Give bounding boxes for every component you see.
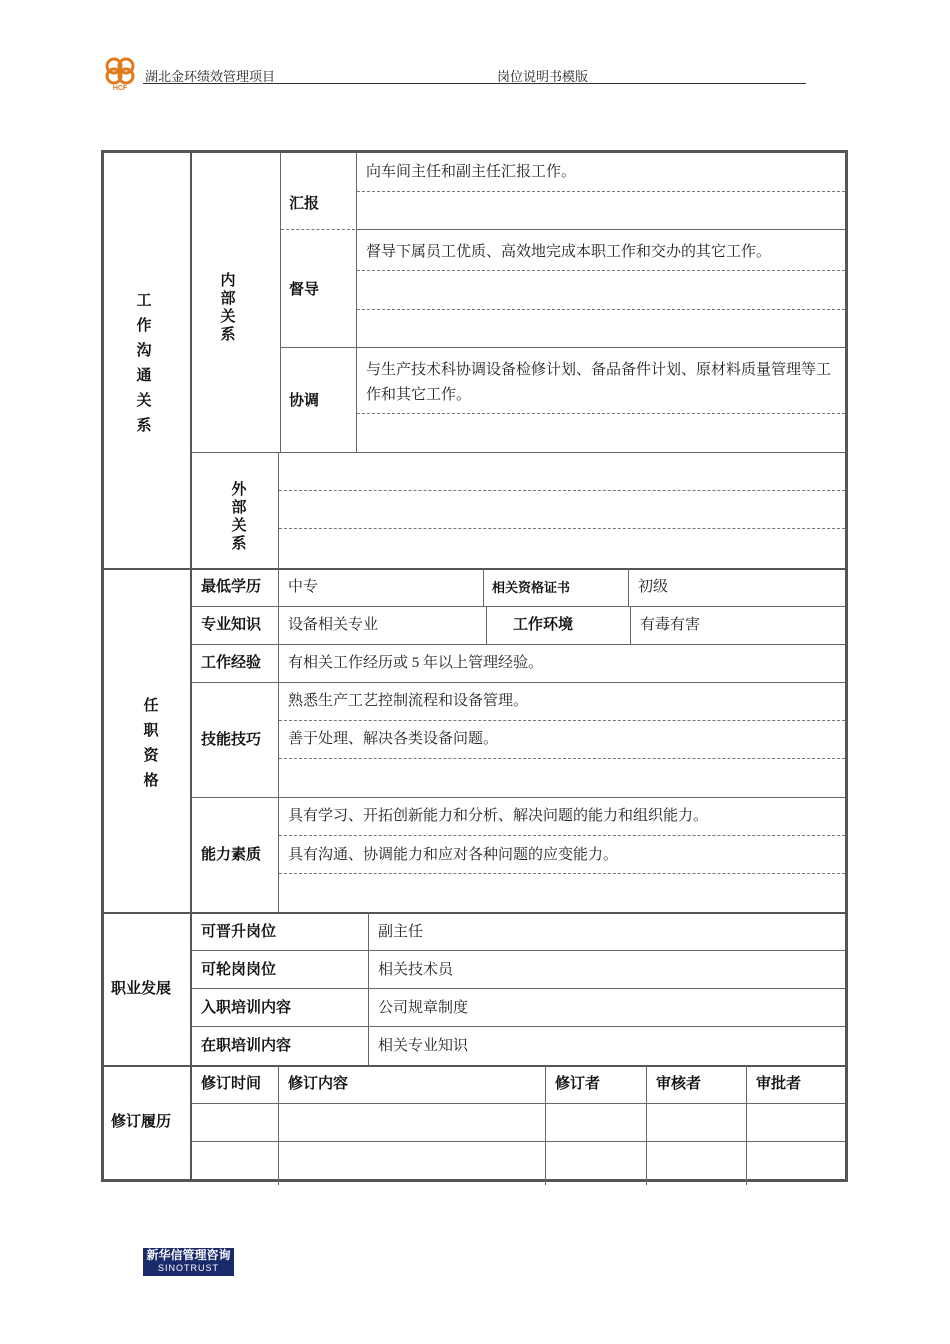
- coordinate-line-1: 与生产技术科协调设备检修计划、备品备件计划、原材料质量管理等工作和其它工作。: [366, 362, 832, 403]
- rev-col-approver: 审批者: [756, 1075, 802, 1092]
- row-rule: [357, 229, 845, 230]
- onboarding-label: 入职培训内容: [201, 999, 292, 1016]
- label-text-divider: [356, 153, 357, 452]
- dash-rule: [279, 490, 845, 491]
- header-doc-title: 岗位说明书模版: [497, 69, 589, 84]
- section-rule: [104, 912, 845, 914]
- dash-rule: [357, 309, 845, 310]
- environment-value: 有毒有害: [640, 617, 701, 633]
- external-divider: [278, 452, 279, 568]
- rev-col-divider: [646, 1065, 647, 1185]
- certificate-label: 相关资格证书: [492, 580, 571, 595]
- row-rule: [281, 347, 845, 348]
- company-logo-icon: [100, 55, 140, 91]
- section-career-label: 职业发展: [111, 980, 172, 997]
- promotion-value: 副主任: [378, 924, 424, 940]
- abilities-label: 能力素质: [201, 846, 262, 863]
- consultant-logo-en: SINOTRUST: [157, 1263, 219, 1273]
- section-revision-label: 修订履历: [111, 1113, 172, 1130]
- dash-rule: [357, 191, 845, 192]
- dash-rule: [357, 413, 845, 414]
- dash-rule: [279, 528, 845, 529]
- cell-divider: [483, 568, 484, 606]
- dash-rule: [279, 758, 845, 759]
- row-rule: [191, 797, 845, 798]
- experience-value: 有相关工作经历或 5 年以上管理经验。: [288, 655, 544, 671]
- dash-rule: [279, 835, 845, 836]
- header-rule: [143, 83, 806, 84]
- consultant-logo: [143, 1248, 234, 1276]
- coordinate-label: 协调: [289, 392, 320, 409]
- rev-col-time: 修订时间: [201, 1075, 262, 1092]
- rev-col-reviser: 修订者: [555, 1075, 601, 1092]
- consultant-logo-cn: 新华信管理咨询: [146, 1248, 231, 1262]
- qual-label-divider: [278, 568, 279, 912]
- cell-divider: [486, 606, 487, 644]
- cell-divider: [630, 606, 631, 644]
- row-rule: [191, 950, 845, 951]
- rotation-value: 相关技术员: [378, 962, 454, 978]
- certificate-value: 初级: [638, 579, 669, 595]
- section-rule: [104, 568, 845, 570]
- row-rule: [191, 606, 845, 607]
- section-qualification-label: 任职资格: [143, 697, 159, 789]
- report-line-1: 向车间主任和副主任汇报工作。: [366, 164, 577, 180]
- knowledge-label: 专业知识: [201, 616, 262, 633]
- dash-rule: [281, 229, 355, 230]
- row-rule: [191, 1141, 845, 1142]
- inservice-value: 相关专业知识: [378, 1038, 469, 1054]
- dash-rule: [279, 873, 845, 874]
- dash-rule: [357, 270, 845, 271]
- skills-line-2: 善于处理、解决各类设备问题。: [288, 731, 499, 747]
- row-rule: [191, 1103, 845, 1104]
- rev-col-reviewer: 审核者: [656, 1075, 702, 1092]
- min-education-label: 最低学历: [201, 578, 262, 595]
- internal-divider: [280, 153, 281, 452]
- knowledge-value: 设备相关专业: [288, 617, 379, 633]
- inservice-label: 在职培训内容: [201, 1037, 292, 1054]
- onboarding-value: 公司规章制度: [378, 1000, 469, 1016]
- skills-line-1: 熟悉生产工艺控制流程和设备管理。: [288, 693, 529, 709]
- experience-label: 工作经验: [201, 654, 262, 671]
- report-label: 汇报: [289, 195, 320, 212]
- environment-label: 工作环境: [513, 616, 574, 633]
- internal-relations-label: 内部关系: [220, 272, 236, 343]
- abilities-line-1: 具有学习、开拓创新能力和分析、解决问题的能力和组织能力。: [288, 808, 709, 824]
- row-rule: [191, 644, 845, 645]
- supervise-line-1: 督导下属员工优质、高效地完成本职工作和交办的其它工作。: [366, 244, 772, 260]
- row-rule: [191, 1026, 845, 1027]
- rotation-label: 可轮岗岗位: [201, 961, 277, 978]
- row-rule: [191, 988, 845, 989]
- rev-col-divider: [746, 1065, 747, 1185]
- rev-col-divider: [278, 1065, 279, 1185]
- dash-rule: [279, 720, 845, 721]
- section-rule: [104, 1065, 845, 1067]
- external-relations-label: 外部关系: [231, 481, 247, 552]
- skills-label: 技能技巧: [201, 731, 262, 748]
- promotion-label: 可晋升岗位: [201, 923, 277, 940]
- header-project: 湖北金环绩效管理项目: [145, 69, 276, 84]
- row-rule: [191, 452, 845, 453]
- abilities-line-2: 具有沟通、协调能力和应对各种问题的应变能力。: [288, 847, 619, 863]
- row-rule: [191, 682, 845, 683]
- logo-text: HCF: [112, 85, 128, 91]
- rev-col-divider: [545, 1065, 546, 1185]
- min-education-value: 中专: [288, 579, 319, 595]
- supervise-label: 督导: [289, 281, 320, 298]
- cell-divider: [628, 568, 629, 606]
- rev-col-content: 修订内容: [288, 1075, 349, 1092]
- section-communication-label: 工作沟通关系: [136, 292, 152, 434]
